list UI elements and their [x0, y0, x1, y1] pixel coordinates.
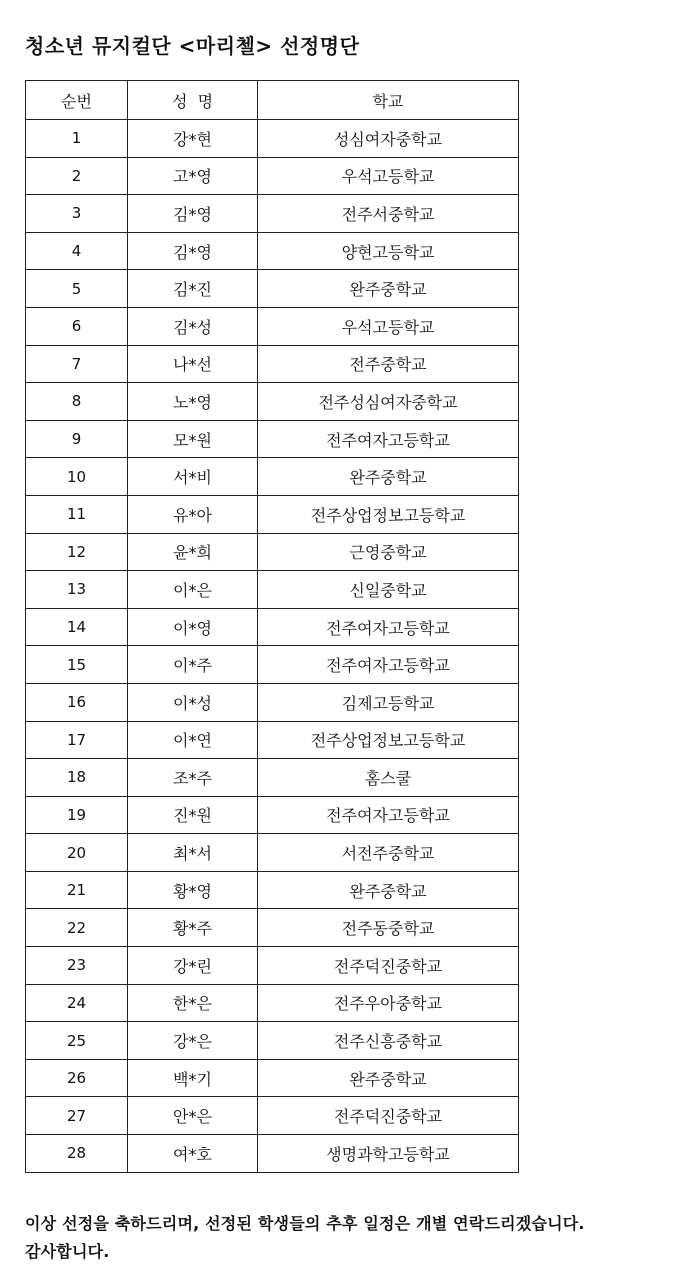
table-row	[26, 495, 519, 533]
table-row	[26, 834, 519, 872]
student-name: 황*영	[128, 871, 258, 909]
school-name: 전주여자고등학교	[258, 646, 519, 684]
student-name: 이*연	[128, 721, 258, 759]
table-row	[26, 345, 519, 383]
row-number: 4	[26, 232, 128, 270]
school-name: 양현고등학교	[258, 232, 519, 270]
school-name: 완주중학교	[258, 458, 519, 496]
student-name: 강*현	[128, 120, 258, 158]
table-row	[26, 420, 519, 458]
closing-message	[25, 1210, 675, 1266]
student-name: 모*원	[128, 420, 258, 458]
table-row	[26, 195, 519, 233]
school-name: 전주상업정보고등학교	[258, 721, 519, 759]
table-row	[26, 646, 519, 684]
table-row	[26, 608, 519, 646]
table-header-row	[26, 81, 519, 120]
row-number: 14	[26, 608, 128, 646]
student-name: 여*호	[128, 1135, 258, 1173]
school-name: 전주신흥중학교	[258, 1022, 519, 1060]
table-row	[26, 871, 519, 909]
student-name: 서*비	[128, 458, 258, 496]
student-name: 백*기	[128, 1059, 258, 1097]
school-name: 전주여자고등학교	[258, 608, 519, 646]
row-number: 12	[26, 533, 128, 571]
row-number: 10	[26, 458, 128, 496]
table-row	[26, 571, 519, 609]
table-row	[26, 683, 519, 721]
student-name: 나*선	[128, 345, 258, 383]
table-row	[26, 270, 519, 308]
student-name: 조*주	[128, 759, 258, 797]
row-number: 13	[26, 571, 128, 609]
school-name: 서전주중학교	[258, 834, 519, 872]
table-row	[26, 1135, 519, 1173]
school-name: 전주서중학교	[258, 195, 519, 233]
school-name: 김제고등학교	[258, 683, 519, 721]
row-number: 8	[26, 383, 128, 421]
student-name: 최*서	[128, 834, 258, 872]
school-name: 생명과학고등학교	[258, 1135, 519, 1173]
student-name: 고*영	[128, 157, 258, 195]
table-row	[26, 721, 519, 759]
table-row	[26, 232, 519, 270]
table-row	[26, 984, 519, 1022]
row-number: 15	[26, 646, 128, 684]
school-name: 전주여자고등학교	[258, 796, 519, 834]
school-name: 전주중학교	[258, 345, 519, 383]
row-number: 22	[26, 909, 128, 947]
row-number: 7	[26, 345, 128, 383]
selection-table	[25, 80, 519, 1173]
header-school: 학교	[258, 81, 519, 120]
school-name: 근영중학교	[258, 533, 519, 571]
row-number: 16	[26, 683, 128, 721]
school-name: 전주동중학교	[258, 909, 519, 947]
school-name: 전주덕진중학교	[258, 1097, 519, 1135]
row-number: 1	[26, 120, 128, 158]
row-number: 20	[26, 834, 128, 872]
student-name: 진*원	[128, 796, 258, 834]
table-row	[26, 796, 519, 834]
school-name: 우석고등학교	[258, 307, 519, 345]
school-name: 전주여자고등학교	[258, 420, 519, 458]
student-name: 강*린	[128, 947, 258, 985]
student-name: 한*은	[128, 984, 258, 1022]
school-name: 전주덕진중학교	[258, 947, 519, 985]
student-name: 이*영	[128, 608, 258, 646]
row-number: 23	[26, 947, 128, 985]
school-name: 홈스쿨	[258, 759, 519, 797]
school-name: 우석고등학교	[258, 157, 519, 195]
table-row	[26, 533, 519, 571]
student-name: 안*은	[128, 1097, 258, 1135]
header-name: 성 명	[128, 81, 258, 120]
row-number: 11	[26, 495, 128, 533]
row-number: 25	[26, 1022, 128, 1060]
row-number: 24	[26, 984, 128, 1022]
closing-line-2: 감사합니다.	[25, 1242, 110, 1261]
table-row	[26, 458, 519, 496]
row-number: 3	[26, 195, 128, 233]
table-row	[26, 947, 519, 985]
student-name: 강*은	[128, 1022, 258, 1060]
row-number: 21	[26, 871, 128, 909]
school-name: 전주우아중학교	[258, 984, 519, 1022]
student-name: 김*성	[128, 307, 258, 345]
student-name: 김*영	[128, 195, 258, 233]
table-row	[26, 1097, 519, 1135]
school-name: 전주성심여자중학교	[258, 383, 519, 421]
header-number: 순번	[26, 81, 128, 120]
table-row	[26, 383, 519, 421]
student-name: 이*주	[128, 646, 258, 684]
table-row	[26, 909, 519, 947]
student-name: 노*영	[128, 383, 258, 421]
student-name: 김*진	[128, 270, 258, 308]
school-name: 성심여자중학교	[258, 120, 519, 158]
row-number: 26	[26, 1059, 128, 1097]
row-number: 17	[26, 721, 128, 759]
page-title: 청소년 뮤지컬단 <마리첼> 선정명단	[25, 34, 360, 58]
student-name: 김*영	[128, 232, 258, 270]
closing-line-1: 이상 선정을 축하드리며, 선정된 학생들의 추후 일정은 개별 연락드리겠습니다.	[25, 1214, 585, 1233]
row-number: 19	[26, 796, 128, 834]
row-number: 27	[26, 1097, 128, 1135]
student-name: 이*은	[128, 571, 258, 609]
table-row	[26, 1022, 519, 1060]
table-row	[26, 120, 519, 158]
school-name: 신일중학교	[258, 571, 519, 609]
school-name: 완주중학교	[258, 270, 519, 308]
table-row	[26, 1059, 519, 1097]
school-name: 완주중학교	[258, 871, 519, 909]
table-body	[26, 120, 519, 1173]
row-number: 9	[26, 420, 128, 458]
row-number: 18	[26, 759, 128, 797]
student-name: 윤*희	[128, 533, 258, 571]
table-row	[26, 307, 519, 345]
table-row	[26, 759, 519, 797]
school-name: 전주상업정보고등학교	[258, 495, 519, 533]
row-number: 28	[26, 1135, 128, 1173]
student-name: 황*주	[128, 909, 258, 947]
row-number: 6	[26, 307, 128, 345]
row-number: 5	[26, 270, 128, 308]
student-name: 유*아	[128, 495, 258, 533]
row-number: 2	[26, 157, 128, 195]
student-name: 이*성	[128, 683, 258, 721]
school-name: 완주중학교	[258, 1059, 519, 1097]
table-row	[26, 157, 519, 195]
